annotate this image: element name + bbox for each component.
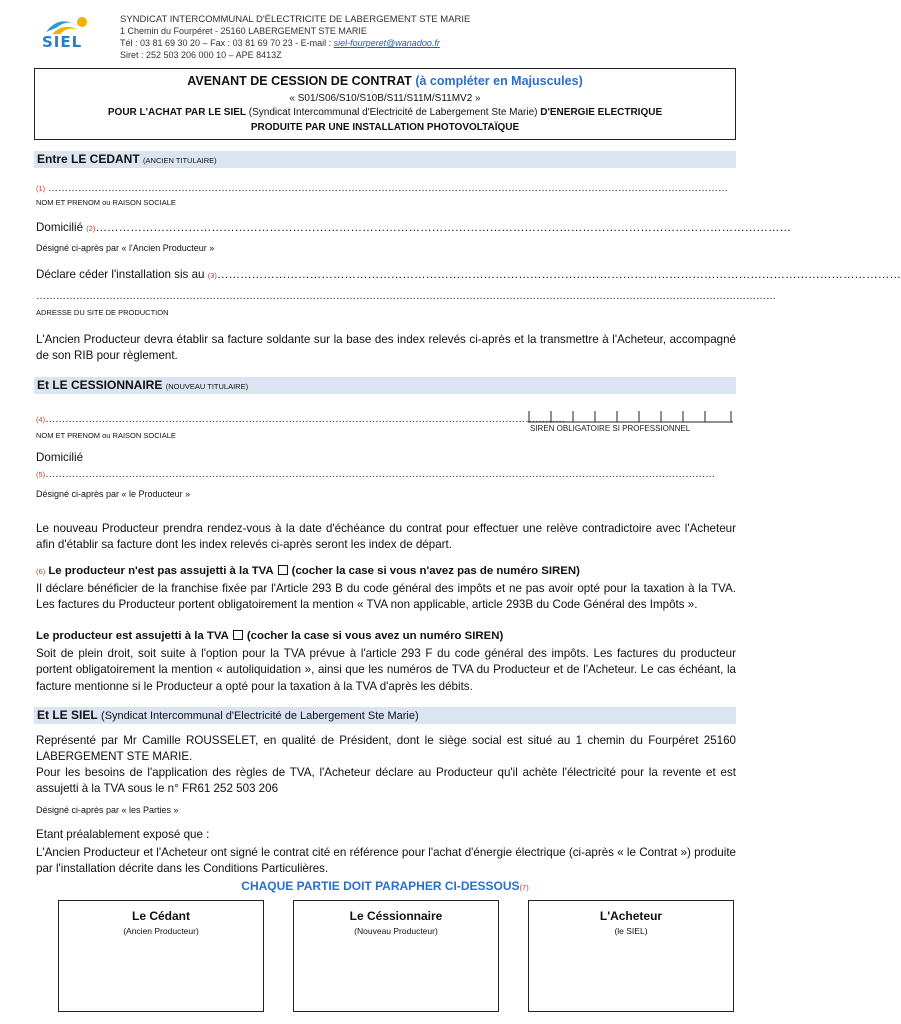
title-box bbox=[34, 68, 736, 140]
signature-box-title: Le Cédant bbox=[131, 909, 190, 923]
signature-box-subtitle: (Nouveau Producteur) bbox=[354, 926, 438, 936]
signature-box-cedant[interactable] bbox=[58, 900, 264, 1012]
cedant-name-line[interactable]: (1) …………………………………………………………………………………………………………………………………………………………………………………… bbox=[36, 183, 728, 194]
tva-option-2-title: Le producteur est assujetti à la TVA (cocher la case si vous avez un numéro SIREN) bbox=[36, 630, 504, 642]
title-line3: POUR L'ACHAT PAR LE SIEL (Syndicat Intercommunal d'Electricité de Labergement Ste Marie) D'ENERGIE ELECTRIQUE bbox=[107, 107, 663, 118]
siel-para-2: Pour les besoins de l'application des règles de TVA, l'Acheteur déclare au Producteur qu'il achète l'électricité pour la revente et est assujetti à la TVA sous le n° FR61 252 503 206 bbox=[36, 766, 736, 796]
email-link[interactable]: siel-fourperet@wanadoo.fr bbox=[333, 38, 440, 48]
contract-codes: « S01/S06/S10/S10B/S11/S11M/S11MV2 » bbox=[289, 93, 481, 104]
siren-label: SIREN OBLIGATOIRE SI PROFESSIONNEL bbox=[530, 424, 691, 433]
signature-box-subtitle: (Ancien Producteur) bbox=[123, 926, 199, 936]
section-siel: Et LE SIEL (Syndicat Intercommunal d'Electricité de Labergement Ste Marie) bbox=[34, 707, 736, 724]
title-line4: PRODUITE PAR UNE INSTALLATION PHOTOVOLTAÏQUE bbox=[250, 122, 520, 133]
section-cedant: Entre LE CEDANT (ANCIEN TITULAIRE) bbox=[34, 151, 736, 168]
org-contact: Tél : 03 81 69 30 20 – Fax : 03 81 69 70 23 - E-mail : siel-fourperet@wanadoo.fr bbox=[120, 38, 440, 48]
cessionnaire-domicile-line[interactable]: (5)………………………………………………………………………………………………………………………………………………………………………………… bbox=[36, 469, 716, 480]
cedant-paragraph: L'Ancien Producteur devra établir sa facture soldante sur la base des index relevés ci-après et la transmettre à l'Acheteur, accompagné de son RIB pour règlement. bbox=[36, 333, 736, 363]
document-title: AVENANT DE CESSION DE CONTRAT (à compléter en Majuscules) bbox=[187, 74, 583, 88]
org-address: 1 Chemin du Fourpéret - 25160 LABERGEMENT STE MARIE bbox=[120, 26, 367, 36]
signature-box-acheteur[interactable] bbox=[528, 900, 734, 1012]
tva-assujetti-checkbox[interactable] bbox=[233, 630, 243, 640]
signature-box-title: Le Céssionnaire bbox=[349, 909, 443, 923]
signature-heading: CHAQUE PARTIE DOIT PARAPHER CI-DESSOUS(7) bbox=[241, 879, 529, 893]
section-cessionnaire: Et LE CESSIONNAIRE (NOUVEAU TITULAIRE) bbox=[34, 377, 736, 394]
cessionnaire-designe: Désigné ci-après par « le Producteur » bbox=[36, 489, 191, 499]
signature-box-subtitle: (le SIEL) bbox=[614, 926, 648, 936]
cedant-designe: Désigné ci-après par « l'Ancien Producteur » bbox=[36, 243, 215, 253]
signature-box-cessionnaire[interactable] bbox=[293, 900, 499, 1012]
siel-expose: Etant préalablement exposé que : bbox=[36, 828, 210, 841]
siel-para-3: L'Ancien Producteur et l'Acheteur ont signé le contrat cité en référence pour l'achat d'énergie électrique (ci-après « le Contrat ») produite par l'installation décrite dans les Conditions Particulières. bbox=[36, 846, 736, 876]
cedant-name-label: NOM ET PRENOM ou RAISON SOCIALE bbox=[36, 198, 176, 207]
siren-input[interactable] bbox=[528, 411, 733, 423]
signature-box-title: L'Acheteur bbox=[599, 909, 663, 923]
org-name: SYNDICAT INTERCOMMUNAL D'ÉLECTRICITE DE LABERGEMENT STE MARIE bbox=[120, 14, 471, 25]
cedant-site-line[interactable]: Déclare céder l'installation sis au (3)…………………………………………………………………………………………………………………………………………………………… bbox=[36, 268, 901, 281]
siel-designe: Désigné ci-après par « les Parties » bbox=[36, 805, 179, 815]
tva-option-1-text: Il déclare bénéficier de la franchise fixée par l'Article 293 B du code général des impôts et ne pas avoir opté pour la taxation à la TVA. Les factures du Producteur portent obligatoirement la mention « TVA non applicable, article 293B du Code Général des Impôts ». bbox=[36, 582, 736, 612]
tva-non-assujetti-checkbox[interactable] bbox=[278, 565, 288, 575]
cessionnaire-domicile: Domicilié bbox=[36, 451, 84, 464]
tva-option-2-text: Soit de plein droit, soit suite à l'option pour la TVA prévue à l'article 293 F du code général des impôts. Les factures du producteur portent obligatoirement la mention « autoliquidation », ainsi que les numéros de TVA du Producteur et de l'Acheteur. Le cas échéant, la facture mentionne si le Producteur a opté pour la taxation à la TVA d'après les débits. bbox=[36, 647, 736, 693]
cessionnaire-paragraph: Le nouveau Producteur prendra rendez-vous à la date d'échéance du contrat pour effectuer une relève contradictoire avec l'Acheteur afin d'établir sa facture dont les index relevés ci-après seront les index de départ. bbox=[36, 522, 736, 552]
cessionnaire-name-label: NOM ET PRENOM ou RAISON SOCIALE bbox=[36, 431, 176, 440]
org-siret: Siret : 252 503 206 000 10 – APE 8413Z bbox=[120, 50, 282, 60]
site-label: ADRESSE DU SITE DE PRODUCTION bbox=[36, 308, 169, 317]
cessionnaire-name-line[interactable]: (4)………………………………………………………………………………………………………………………………………… bbox=[36, 414, 566, 425]
tva-option-1-title: (6) Le producteur n'est pas assujetti à la TVA (cocher la case si vous n'avez pas de numéro SIREN) bbox=[36, 565, 580, 577]
siel-para-1: Représenté par Mr Camille ROUSSELET, en qualité de Président, dont le siège social est situé au 1 chemin du Fourpéret 25160 LABERGEMENT STE MARIE. bbox=[36, 734, 736, 764]
cedant-site-line-2[interactable]: …………………………………………………………………………………………………………………………………………………………………………………………………… bbox=[36, 291, 776, 302]
cedant-domicile-line[interactable]: Domicilié (2)……………………………………………………………………………………………………………………………………………………………… bbox=[36, 221, 792, 234]
logo-text: SIEL bbox=[42, 33, 83, 51]
